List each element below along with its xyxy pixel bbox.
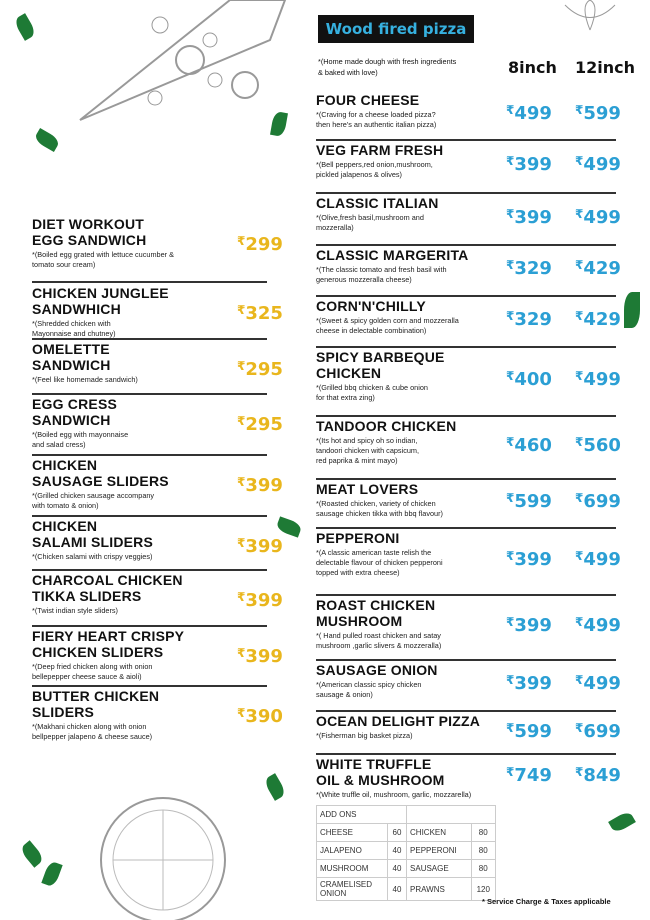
leaf-icon xyxy=(33,128,61,152)
item-description: *(Boiled egg grated with lettuce cucumber & tomato sour cream) xyxy=(32,250,174,269)
price-8inch xyxy=(506,369,552,390)
size-8inch-header: 8inch xyxy=(508,58,557,77)
price-value: 295 xyxy=(245,414,283,435)
price-value: 599 xyxy=(583,102,621,124)
item-title: FIERY HEART CRISPY CHICKEN SLIDERS xyxy=(32,628,185,660)
item-price xyxy=(237,414,283,435)
price-12inch xyxy=(575,765,621,786)
price-12inch xyxy=(575,154,621,175)
item-title: BUTTER CHICKEN SLIDERS xyxy=(32,688,160,720)
menu-item xyxy=(32,457,283,517)
price-value: 429 xyxy=(583,309,621,330)
leaf-icon xyxy=(19,840,45,867)
pizza-title: SAUSAGE ONION xyxy=(316,662,438,678)
price-value: 399 xyxy=(245,536,283,557)
item-description: *(Twist indian style sliders) xyxy=(32,606,118,615)
price-12inch xyxy=(575,549,621,570)
pizza-description: *(Sweet & spicy golden corn and mozzeralla cheese in delectable combination) xyxy=(316,316,459,335)
price-value: 499 xyxy=(583,154,621,175)
menu-item xyxy=(32,285,283,340)
leaf-icon xyxy=(608,810,636,834)
rupee-icon: ₹ xyxy=(506,435,515,449)
pizza-item xyxy=(316,195,621,246)
item-description: *(Shredded chicken with Mayonnaise and chutney) xyxy=(32,319,116,338)
pizza-title: TANDOOR CHICKEN xyxy=(316,418,457,434)
item-title: DIET WORKOUT EGG SANDWICH xyxy=(32,216,147,248)
addon-name: CHEESE xyxy=(317,824,388,842)
addons-title: ADD ONS xyxy=(317,806,407,824)
rupee-icon: ₹ xyxy=(506,549,515,563)
addon-price: 40 xyxy=(387,860,406,878)
item-description: *(Deep fried chicken along with onion bellepepper cheese sauce & aioli) xyxy=(32,662,153,681)
pizza-description: *(American classic spicy chicken sausage & onion) xyxy=(316,680,422,699)
rupee-icon: ₹ xyxy=(237,590,246,604)
addon-name: PEPPERONI xyxy=(407,842,472,860)
pizza-title: MEAT LOVERS xyxy=(316,481,419,497)
service-charge-note: * Service Charge & Taxes applicable xyxy=(482,897,611,906)
menu-item xyxy=(32,572,283,627)
rupee-icon: ₹ xyxy=(237,706,246,720)
pizza-title: OCEAN DELIGHT PIZZA xyxy=(316,713,481,729)
item-title: CHICKEN JUNGLEE SANDWHICH xyxy=(32,285,169,317)
pizza-section-header: Wood fired pizza xyxy=(318,15,474,43)
pizza-description: *(Fisherman big basket pizza) xyxy=(316,731,413,740)
pizza-description: *(Olive,fresh basil,mushroom and mozzeralla) xyxy=(316,213,424,232)
pizza-description: *( Hand pulled roast chicken and satay mushroom ,garlic slivers & mozzeralla) xyxy=(316,631,442,650)
pizza-title: CORN'N'CHILLY xyxy=(316,298,426,314)
pizza-sketch-icon xyxy=(95,790,230,920)
leaf-icon xyxy=(13,13,37,41)
menu-item xyxy=(32,396,283,456)
menu-item xyxy=(32,518,283,571)
item-title: OMELETTE SANDWICH xyxy=(32,341,111,373)
addon-price: 80 xyxy=(471,842,495,860)
pizza-title: VEG FARM FRESH xyxy=(316,142,444,158)
pizza-item xyxy=(316,349,621,417)
pizza-description: *(A classic american taste relish the delectable flavour of chicken pepperoni topped with extra cheese) xyxy=(316,548,443,577)
pizza-title: SPICY BARBEQUE CHICKEN xyxy=(316,349,445,381)
addon-name: CHICKEN xyxy=(407,824,472,842)
price-8inch xyxy=(506,491,552,512)
item-price xyxy=(237,536,283,557)
rupee-icon: ₹ xyxy=(575,102,584,117)
menu-item xyxy=(32,341,283,395)
item-price xyxy=(237,706,283,727)
price-12inch xyxy=(575,369,621,390)
item-price xyxy=(237,303,283,324)
addon-name: CRAMELISED ONION xyxy=(317,878,388,901)
price-value: 499 xyxy=(583,206,621,228)
rupee-icon: ₹ xyxy=(575,721,584,735)
pizza-description: *(Bell peppers,red onion,mushroom, pickled jalapenos & olives) xyxy=(316,160,433,179)
item-price xyxy=(237,475,283,496)
size-12inch-header: 12inch xyxy=(575,58,636,77)
price-value: 399 xyxy=(245,646,283,667)
price-8inch xyxy=(506,673,552,694)
menu-item xyxy=(32,628,283,687)
price-value: 429 xyxy=(583,258,621,279)
pizza-title: CLASSIC MARGERITA xyxy=(316,247,469,263)
price-value: 399 xyxy=(514,206,552,228)
addon-price: 40 xyxy=(387,878,406,901)
item-price xyxy=(237,590,283,611)
pizza-item xyxy=(316,298,621,348)
price-12inch xyxy=(575,615,621,636)
price-12inch xyxy=(575,258,621,279)
rupee-icon: ₹ xyxy=(575,491,584,505)
price-8inch xyxy=(506,154,552,175)
rupee-icon: ₹ xyxy=(237,359,246,373)
item-title: CHICKEN SAUSAGE SLIDERS xyxy=(32,457,169,489)
price-value: 460 xyxy=(514,435,552,456)
price-value: 499 xyxy=(583,673,621,694)
item-price xyxy=(237,359,283,380)
price-value: 599 xyxy=(514,721,552,742)
price-value: 329 xyxy=(514,258,552,279)
item-description: *(Feel like homemade sandwich) xyxy=(32,375,138,384)
price-8inch xyxy=(506,309,552,330)
price-12inch xyxy=(575,103,621,124)
addon-row xyxy=(317,860,496,878)
rupee-icon: ₹ xyxy=(575,309,584,323)
rupee-icon: ₹ xyxy=(506,369,515,383)
rupee-icon: ₹ xyxy=(575,258,584,272)
price-12inch xyxy=(575,491,621,512)
rupee-icon: ₹ xyxy=(237,646,246,660)
price-8inch xyxy=(506,765,552,786)
price-12inch xyxy=(575,435,621,456)
price-value: 499 xyxy=(514,102,552,124)
leaf-icon xyxy=(263,773,287,801)
leaf-icon xyxy=(624,292,640,328)
item-description: *(Grilled chicken sausage accompany with tomato & onion) xyxy=(32,491,155,510)
pizza-item xyxy=(316,418,621,480)
pizza-title: ROAST CHICKEN MUSHROOM xyxy=(316,597,436,629)
addon-name: SAUSAGE xyxy=(407,860,472,878)
pizza-description: *(Grilled bbq chicken & cube onion for that extra zing) xyxy=(316,383,428,402)
pizza-item xyxy=(316,713,621,755)
item-title: EGG CRESS SANDWICH xyxy=(32,396,118,428)
rupee-icon: ₹ xyxy=(506,764,515,779)
pizza-item xyxy=(316,247,621,297)
price-value: 399 xyxy=(514,673,552,694)
addon-price: 40 xyxy=(387,842,406,860)
price-8inch xyxy=(506,549,552,570)
price-value: 399 xyxy=(245,475,283,496)
item-description: *(Chicken salami with crispy veggies) xyxy=(32,552,153,561)
addon-price: 80 xyxy=(471,860,495,878)
addon-name: PRAWNS xyxy=(407,878,472,901)
rupee-icon: ₹ xyxy=(506,102,515,117)
item-price xyxy=(237,646,283,667)
price-value: 499 xyxy=(583,549,621,570)
pizza-title: CLASSIC ITALIAN xyxy=(316,195,439,211)
price-8inch xyxy=(506,435,552,456)
pizza-slice-sketch-icon xyxy=(70,0,290,130)
pizza-description: *(Craving for a cheese loaded pizza? then here's an authentic italian pizza) xyxy=(316,110,437,129)
rupee-icon: ₹ xyxy=(575,615,584,629)
leaf-icon xyxy=(275,516,302,537)
price-value: 325 xyxy=(245,303,283,324)
price-value: 599 xyxy=(514,491,552,512)
price-12inch xyxy=(575,207,621,228)
rupee-icon: ₹ xyxy=(575,549,584,563)
pizza-item xyxy=(316,481,621,529)
flower-sketch-icon xyxy=(560,0,620,40)
pizza-item xyxy=(316,142,621,194)
addon-price: 60 xyxy=(387,824,406,842)
price-8inch xyxy=(506,721,552,742)
addon-row xyxy=(317,842,496,860)
rupee-icon: ₹ xyxy=(506,721,515,735)
pizza-description: *(White truffle oil, mushroom, garlic, mozzarella) xyxy=(316,790,472,799)
rupee-icon: ₹ xyxy=(237,303,246,317)
item-title: CHARCOAL CHICKEN TIKKA SLIDERS xyxy=(32,572,183,604)
price-8inch xyxy=(506,103,552,124)
addon-price: 80 xyxy=(471,824,495,842)
rupee-icon: ₹ xyxy=(575,154,584,168)
pizza-title: WHITE TRUFFLE OIL & MUSHROOM xyxy=(316,756,445,788)
pizza-item xyxy=(316,662,621,712)
pizza-item xyxy=(316,530,621,596)
price-value: 749 xyxy=(514,764,552,786)
price-8inch xyxy=(506,258,552,279)
price-value: 295 xyxy=(245,359,283,380)
item-description: *(Makhani chicken along with onion bellpepper jalapeno & cheese sauce) xyxy=(32,722,153,741)
item-description: *(Boiled egg with mayonnaise and salad cress) xyxy=(32,430,129,449)
pizza-description: *(The classic tomato and fresh basil with generous mozzeralla cheese) xyxy=(316,265,447,284)
item-price xyxy=(237,234,283,255)
rupee-icon: ₹ xyxy=(237,414,246,428)
price-value: 499 xyxy=(583,369,621,390)
pizza-title: FOUR CHEESE xyxy=(316,92,420,108)
menu-item xyxy=(32,216,283,283)
pizza-description: *(Its hot and spicy oh so indian, tandoori chicken with capsicum, red paprika & mint mayo) xyxy=(316,436,420,465)
rupee-icon: ₹ xyxy=(506,491,515,505)
price-value: 329 xyxy=(514,309,552,330)
rupee-icon: ₹ xyxy=(506,615,515,629)
addons-table xyxy=(316,805,496,901)
pizza-description: *(Roasted chicken, variety of chicken sausage chicken tikka with bbq flavour) xyxy=(316,499,443,518)
price-value: 299 xyxy=(245,234,283,255)
item-title: CHICKEN SALAMI SLIDERS xyxy=(32,518,154,550)
rupee-icon: ₹ xyxy=(575,435,584,449)
rupee-icon: ₹ xyxy=(506,673,515,687)
rupee-icon: ₹ xyxy=(575,764,584,779)
addon-row xyxy=(317,824,496,842)
price-value: 560 xyxy=(583,435,621,456)
price-12inch xyxy=(575,673,621,694)
price-12inch xyxy=(575,721,621,742)
price-value: 399 xyxy=(514,549,552,570)
addon-row xyxy=(317,878,496,901)
rupee-icon: ₹ xyxy=(237,475,246,489)
pizza-title: PEPPERONI xyxy=(316,530,400,546)
rupee-icon: ₹ xyxy=(506,309,515,323)
rupee-icon: ₹ xyxy=(506,258,515,272)
price-8inch xyxy=(506,207,552,228)
addon-price: 120 xyxy=(471,878,495,901)
menu-item xyxy=(32,688,283,748)
price-value: 849 xyxy=(583,764,621,786)
leaf-icon xyxy=(41,860,62,887)
price-value: 399 xyxy=(245,590,283,611)
rupee-icon: ₹ xyxy=(506,206,515,221)
pizza-item xyxy=(316,597,621,661)
rupee-icon: ₹ xyxy=(506,154,515,168)
price-value: 399 xyxy=(514,615,552,636)
rupee-icon: ₹ xyxy=(575,206,584,221)
pizza-subtitle: *(Home made dough with fresh ingredients & baked with love) xyxy=(318,57,457,77)
price-value: 699 xyxy=(583,491,621,512)
rupee-icon: ₹ xyxy=(237,536,246,550)
price-value: 499 xyxy=(583,615,621,636)
price-value: 390 xyxy=(245,706,283,727)
addon-name: MUSHROOM xyxy=(317,860,388,878)
rupee-icon: ₹ xyxy=(575,369,584,383)
price-value: 400 xyxy=(514,369,552,390)
rupee-icon: ₹ xyxy=(237,234,246,248)
price-value: 399 xyxy=(514,154,552,175)
addon-name: JALAPENO xyxy=(317,842,388,860)
pizza-item xyxy=(316,92,621,141)
price-value: 699 xyxy=(583,721,621,742)
price-12inch xyxy=(575,309,621,330)
pizza-item xyxy=(316,756,621,801)
price-8inch xyxy=(506,615,552,636)
rupee-icon: ₹ xyxy=(575,673,584,687)
